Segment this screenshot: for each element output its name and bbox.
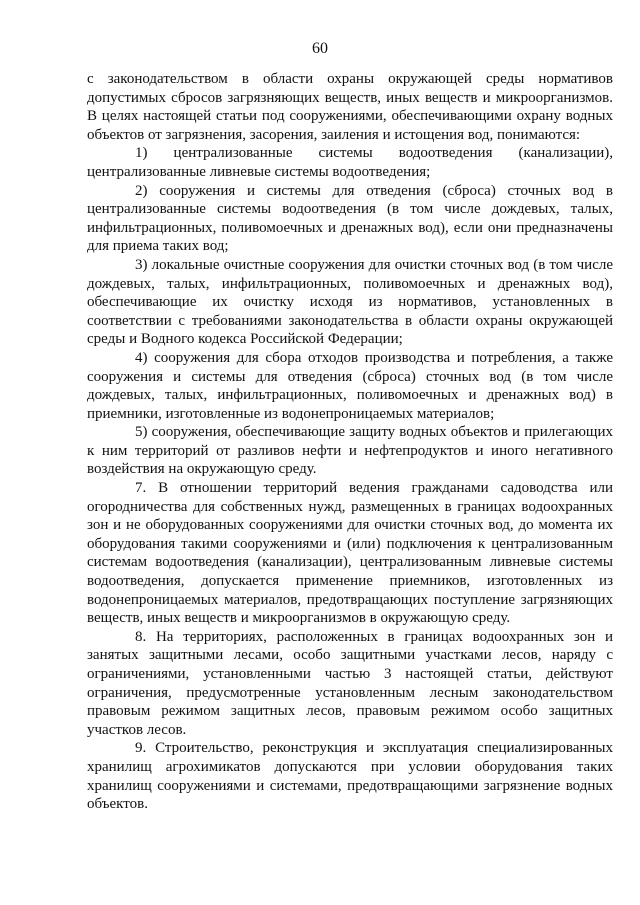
clause-8: 8. На территориях, расположенных в границах водоохранных зон и занятых защитными лесами, особо защитными участками лесов, наряду с ограничениями, установленными частью 3 настоящей статьи, действуют ограничения, предусмотренные установленным лесным законодательством правовым режимом защитных лесов, правовым режимом особо защитных участков лесов. bbox=[87, 628, 613, 738]
list-item-3: 3) локальные очистные сооружения для очистки сточных вод (в том числе дождевых, талых, инфильтрационных, поливомоечных и дренажных вод), обеспечивающие их очистку исходя из нормативов, установленных в соответствии с требованиями законодательства в области охраны окружающей среды и Водного кодекса Российской Федерации; bbox=[87, 256, 613, 348]
list-item-5: 5) сооружения, обеспечивающие защиту водных объектов и прилегающих к ним территорий от разливов нефти и нефтепродуктов и иного негативного воздействия на окружающую среду. bbox=[87, 424, 613, 478]
document-body bbox=[87, 70, 613, 814]
list-item-1: 1) централизованные системы водоотведения (канализации), централизованные ливневые системы водоотведения; bbox=[87, 145, 613, 180]
list-item-2: 2) сооружения и системы для отведения (сброса) сточных вод в централизованные системы водоотведения (в том числе дождевых, талых, инфильтрационных, поливомоечных и дренажных вод), если они предназначены для приема таких вод; bbox=[87, 182, 613, 255]
paragraph-continuation: с законодательством в области охраны окружающей среды нормативов допустимых сбросов загрязняющих веществ, иных веществ и микроорганизмов. В целях настоящей статьи под сооружениями, обеспечивающими охрану водных объектов от загрязнения, засорения, заиления и истощения вод, понимаются: bbox=[87, 71, 613, 143]
list-item-4: 4) сооружения для сбора отходов производства и потребления, а также сооружения и системы для отведения (сброса) сточных вод (в том числе дождевых, талых, инфильтрационных, поливомоечных и дренажных вод) в приемники, изготовленные из водонепроницаемых материалов; bbox=[87, 349, 613, 422]
clause-9: 9. Строительство, реконструкция и эксплуатация специализированных хранилищ агрохимикатов допускаются при условии оборудования таких хранилищ сооружениями и системами, предотвращающими загрязнение водных объектов. bbox=[87, 740, 613, 813]
clause-7: 7. В отношении территорий ведения гражданами садоводства или огородничества для собственных нужд, размещенных в границах водоохранных зон и не оборудованных сооружениями для очистки сточных вод, до момента их оборудования такими сооружениями и (или) подключения к централизованным системам водоотведения (канализации), централизованным ливневые системы водоотведения, допускается применение приемников, изготовленных из водонепроницаемых материалов, предотвращающих поступление загрязняющих веществ, иных веществ и микроорганизмов в окружающую среду. bbox=[87, 480, 613, 627]
page-number: 60 bbox=[312, 40, 328, 57]
